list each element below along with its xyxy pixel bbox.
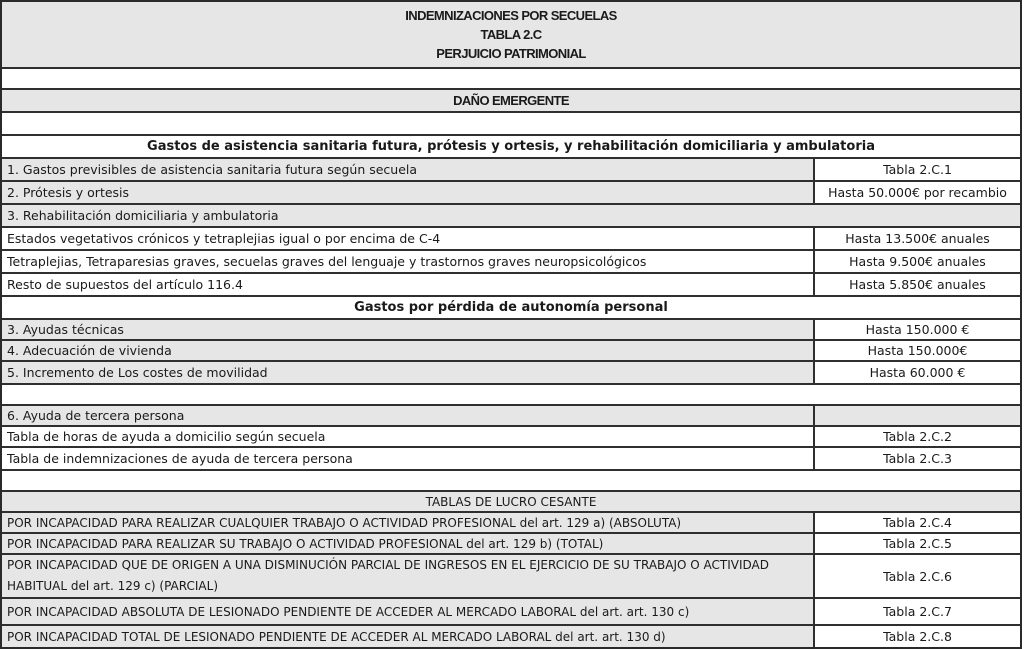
row-value: Tabla 2.C.4: [815, 513, 1020, 532]
row-value: [815, 406, 1020, 425]
spacer-row: [2, 471, 1020, 492]
table-row: [2, 341, 1020, 362]
row-label: POR INCAPACIDAD TOTAL DE LESIONADO PENDIENTE DE ACCEDER AL MERCADO LABORAL del art. art. 130 d): [2, 626, 815, 647]
table-row: [2, 205, 1020, 228]
table-row: [2, 228, 1020, 251]
spacer-row: [2, 113, 1020, 136]
table-row: [2, 159, 1020, 182]
lucro-cesante-title: TABLAS DE LUCRO CESANTE: [2, 492, 1020, 511]
row-label: Tetraplejias, Tetraparesias graves, secuelas graves del lenguaje y trastornos graves neuropsicológicos: [2, 251, 815, 272]
row-value: Hasta 9.500€ anuales: [815, 251, 1020, 272]
table-row: [2, 599, 1020, 626]
row-value: Tabla 2.C.8: [815, 626, 1020, 647]
row-label: Resto de supuestos del artículo 116.4: [2, 274, 815, 295]
row-label: 5. Incremento de Los costes de movilidad: [2, 362, 815, 383]
row-value: Tabla 2.C.1: [815, 159, 1020, 180]
section-heading-lucro-cesante: [2, 492, 1020, 513]
table-row: [2, 626, 1020, 647]
row-label: 3. Ayudas técnicas: [2, 320, 815, 339]
table-row: [2, 448, 1020, 471]
title-line-1: INDEMNIZACIONES POR SECUELAS: [405, 8, 617, 23]
row-value: Tabla 2.C.3: [815, 448, 1020, 469]
row-label: Tabla de horas de ayuda a domicilio según secuela: [2, 427, 815, 446]
table-row: [2, 513, 1020, 534]
table-row: [2, 534, 1020, 555]
row-label: Tabla de indemnizaciones de ayuda de tercera persona: [2, 448, 815, 469]
row-label: 3. Rehabilitación domiciliaria y ambulatoria: [2, 205, 1020, 226]
table-row: [2, 320, 1020, 341]
row-value: Hasta 5.850€ anuales: [815, 274, 1020, 295]
spacer-row: [2, 69, 1020, 90]
table-row: [2, 182, 1020, 205]
dano-emergente-title: DAÑO EMERGENTE: [2, 90, 1020, 111]
title-line-3: PERJUICIO PATRIMONIAL: [436, 46, 586, 61]
subsection-heading-sanitaria: [2, 136, 1020, 159]
subsection-heading-autonomia: [2, 297, 1020, 320]
sanitaria-title: Gastos de asistencia sanitaria futura, prótesis y ortesis, y rehabilitación domiciliaria y ambulatoria: [2, 136, 1020, 157]
row-label: 4. Adecuación de vivienda: [2, 341, 815, 360]
tercera-persona-title: 6. Ayuda de tercera persona: [2, 406, 815, 425]
row-value: Hasta 13.500€ anuales: [815, 228, 1020, 249]
table-row: [2, 251, 1020, 274]
table-row: [2, 406, 1020, 427]
row-value: Tabla 2.C.5: [815, 534, 1020, 553]
row-value: Hasta 150.000€: [815, 341, 1020, 360]
table-header: [2, 2, 1020, 69]
spacer-row: [2, 385, 1020, 406]
row-label: Estados vegetativos crónicos y tetraplejias igual o por encima de C-4: [2, 228, 815, 249]
row-label: POR INCAPACIDAD ABSOLUTA DE LESIONADO PENDIENTE DE ACCEDER AL MERCADO LABORAL del art. art. 130 c): [2, 599, 815, 624]
table-row: [2, 555, 1020, 599]
row-label: 1. Gastos previsibles de asistencia sanitaria futura según secuela: [2, 159, 815, 180]
row-label: POR INCAPACIDAD QUE DE ORIGEN A UNA DISMINUCIÓN PARCIAL DE INGRESOS EN EL EJERCICIO DE SU TRABAJO O ACTIVIDAD HABITUAL del art. 129 c) (PARCIAL): [2, 555, 815, 597]
row-label: POR INCAPACIDAD PARA REALIZAR CUALQUIER TRABAJO O ACTIVIDAD PROFESIONAL del art. 129 a) (ABSOLUTA): [2, 513, 815, 532]
section-heading-dano-emergente: [2, 90, 1020, 113]
row-value: Tabla 2.C.6: [815, 555, 1020, 597]
row-value: Tabla 2.C.2: [815, 427, 1020, 446]
row-value: Tabla 2.C.7: [815, 599, 1020, 624]
row-value: Hasta 60.000 €: [815, 362, 1020, 383]
table-row: [2, 274, 1020, 297]
row-label: 2. Prótesis y ortesis: [2, 182, 815, 203]
table-row: [2, 362, 1020, 385]
row-value: Hasta 150.000 €: [815, 320, 1020, 339]
table-title-block: [2, 2, 1020, 67]
table-row: [2, 427, 1020, 448]
autonomia-title: Gastos por pérdida de autonomía personal: [2, 297, 1020, 318]
title-line-2: TABLA 2.C: [480, 27, 542, 42]
row-label: POR INCAPACIDAD PARA REALIZAR SU TRABAJO O ACTIVIDAD PROFESIONAL del art. 129 b) (TOTAL): [2, 534, 815, 553]
row-value: Hasta 50.000€ por recambio: [815, 182, 1020, 203]
